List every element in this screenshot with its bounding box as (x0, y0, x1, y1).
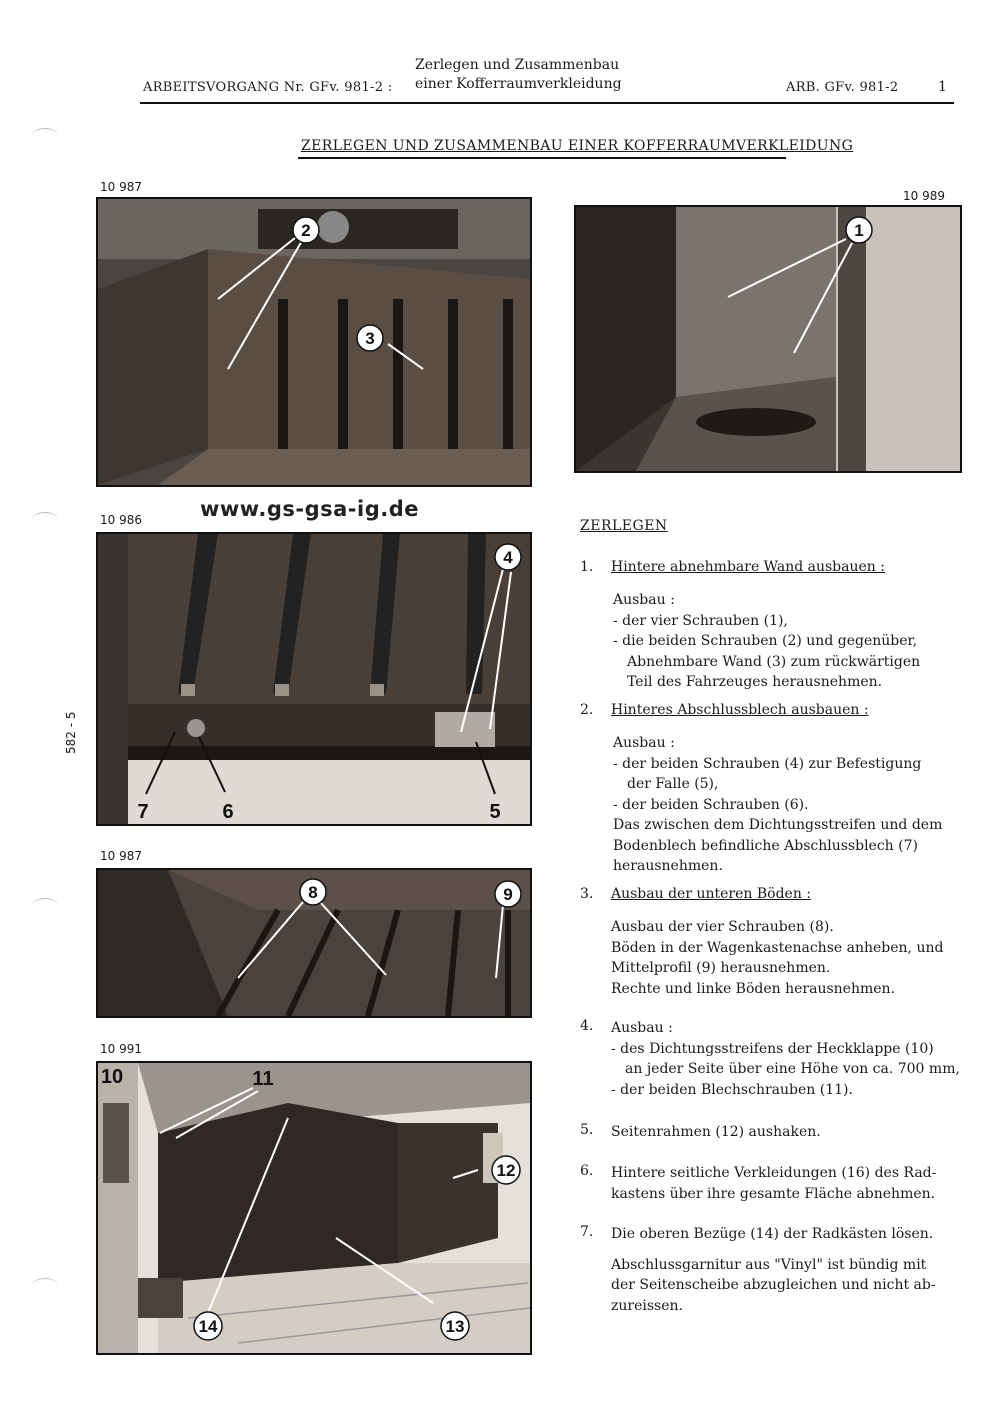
figure-code: 10 987 (100, 849, 142, 863)
step-line: - die beiden Schrauben (2) und gegenüber, (613, 633, 918, 649)
callout-number: 7 (137, 801, 149, 823)
step-body (613, 733, 942, 877)
step-line: der Seitenscheibe abzugleichen und nicht ab- (611, 1277, 936, 1293)
callout-number: 6 (222, 801, 234, 823)
step-line: Ausbau der vier Schrauben (8). (611, 919, 834, 935)
step-line: an jeder Seite über eine Höhe von ca. 700 mm, (625, 1061, 960, 1077)
step-line: Bodenblech befindliche Abschlussblech (7) (613, 837, 918, 854)
callout-number: 4 (503, 548, 513, 567)
callout-number: 1 (854, 221, 864, 240)
step-line: herausnehmen. (613, 858, 723, 874)
figure-code: 10 989 (903, 189, 945, 203)
header-title-line1: Zerlegen und Zusammenbau (415, 57, 620, 73)
callout-badge (194, 1312, 222, 1340)
step-number: 7. (580, 1224, 594, 1240)
step-body (611, 1122, 821, 1143)
step-line: Teil des Fahrzeuges herausnehmen. (627, 674, 883, 690)
callout-badge (293, 217, 319, 243)
photo-rear-wall (96, 197, 532, 487)
step-line: Ausbau : (611, 1020, 673, 1036)
step-line: Abnehmbare Wand (3) zum rückwärtigen (627, 653, 921, 670)
callout-number: 9 (503, 885, 513, 904)
step-line: Hintere seitliche Verkleidungen (16) des Rad- (611, 1165, 937, 1181)
photo-rear-closing-plate (96, 532, 532, 826)
step-line: Ausbau : (613, 592, 675, 608)
callout-number: 8 (308, 883, 318, 902)
step-line: kastens über ihre gesamte Fläche abnehmen. (611, 1185, 936, 1202)
step-line: Ausbau : (613, 735, 675, 751)
callout-number: 12 (496, 1161, 516, 1180)
header-operation-label: ARBEITSVORGANG Nr. GFv. 981-2 : (143, 80, 393, 95)
callout-number: 5 (489, 801, 501, 823)
step-line: Das zwischen dem Dichtungsstreifen und dem (613, 817, 943, 833)
punch-hole-mark (32, 512, 58, 527)
step-heading: Hintere abnehmbare Wand ausbauen : (611, 559, 885, 575)
callout-number: 13 (445, 1317, 465, 1336)
step-line: - der beiden Schrauben (4) zur Befestigung (613, 755, 922, 772)
section-title: ZERLEGEN (580, 518, 668, 534)
figure-code: 10 986 (100, 513, 142, 527)
header-title (415, 56, 622, 94)
step-body (611, 917, 943, 999)
figure-code: 10 987 (100, 180, 142, 194)
callout-number: 10 (100, 1066, 124, 1088)
callout-badge (300, 879, 326, 905)
step-line: Seitenrahmen (12) aushaken. (611, 1124, 821, 1140)
step-line: - der beiden Blechschrauben (11). (611, 1081, 853, 1098)
punch-hole-mark (32, 1278, 58, 1293)
step-number: 1. (580, 559, 594, 575)
page-title-underline (298, 157, 786, 159)
callout-number: 11 (252, 1068, 274, 1090)
step-line: der Falle (5), (627, 776, 719, 792)
step-number: 3. (580, 886, 594, 902)
callout-badge (495, 881, 521, 907)
punch-hole-mark (32, 128, 58, 143)
figure-code: 10 991 (100, 1042, 142, 1056)
header-rule (140, 102, 954, 104)
step-number: 6. (580, 1163, 594, 1179)
header-reference-label: ARB. GFv. 981-2 (786, 80, 899, 95)
watermark-url: www.gs-gsa-ig.de (200, 497, 419, 521)
side-reference-code: 582 - 5 (64, 711, 78, 754)
step-heading: Hinteres Abschlussblech ausbauen : (611, 702, 869, 718)
step-line: Mittelprofil (9) herausnehmen. (611, 960, 831, 976)
punch-hole-mark (32, 898, 58, 913)
callout-badge (495, 544, 521, 570)
header-title-line2: einer Kofferraumverkleidung (415, 76, 622, 92)
photo-rear-door-frame (574, 205, 962, 473)
step-body (613, 590, 920, 693)
step-body (611, 1163, 936, 1204)
photo-lower-floors (96, 868, 532, 1018)
callout-number: 2 (301, 221, 311, 240)
callout-badge (492, 1156, 520, 1184)
step-line: Böden in der Wagenkastenachse anheben, und (611, 939, 944, 956)
callout-badge (846, 217, 872, 243)
page-number: 1 (938, 79, 948, 95)
step-line: Abschlussgarnitur aus "Vinyl" ist bündig mit (611, 1256, 927, 1273)
photo-side-trim (96, 1061, 532, 1355)
callout-number: 3 (365, 329, 375, 348)
step-number: 4. (580, 1018, 594, 1034)
step-line: zureissen. (611, 1297, 683, 1314)
step-line: Rechte und linke Böden herausnehmen. (611, 980, 895, 997)
step-line: - der beiden Schrauben (6). (613, 796, 809, 813)
step-line: Die oberen Bezüge (14) der Radkästen lösen. (611, 1226, 934, 1242)
step-body (611, 1224, 936, 1316)
step-body (611, 1018, 960, 1100)
step-line: - des Dichtungsstreifens der Heckklappe (10) (611, 1040, 934, 1057)
page-title: ZERLEGEN UND ZUSAMMENBAU EINER KOFFERRAUMVERKLEIDUNG (301, 138, 854, 154)
step-number: 2. (580, 702, 594, 718)
callout-badge (441, 1312, 469, 1340)
step-heading: Ausbau der unteren Böden : (611, 886, 812, 902)
step-line: - der vier Schrauben (1), (613, 612, 788, 629)
callout-badge (357, 325, 383, 351)
step-number: 5. (580, 1122, 594, 1138)
callout-number: 14 (198, 1317, 218, 1336)
